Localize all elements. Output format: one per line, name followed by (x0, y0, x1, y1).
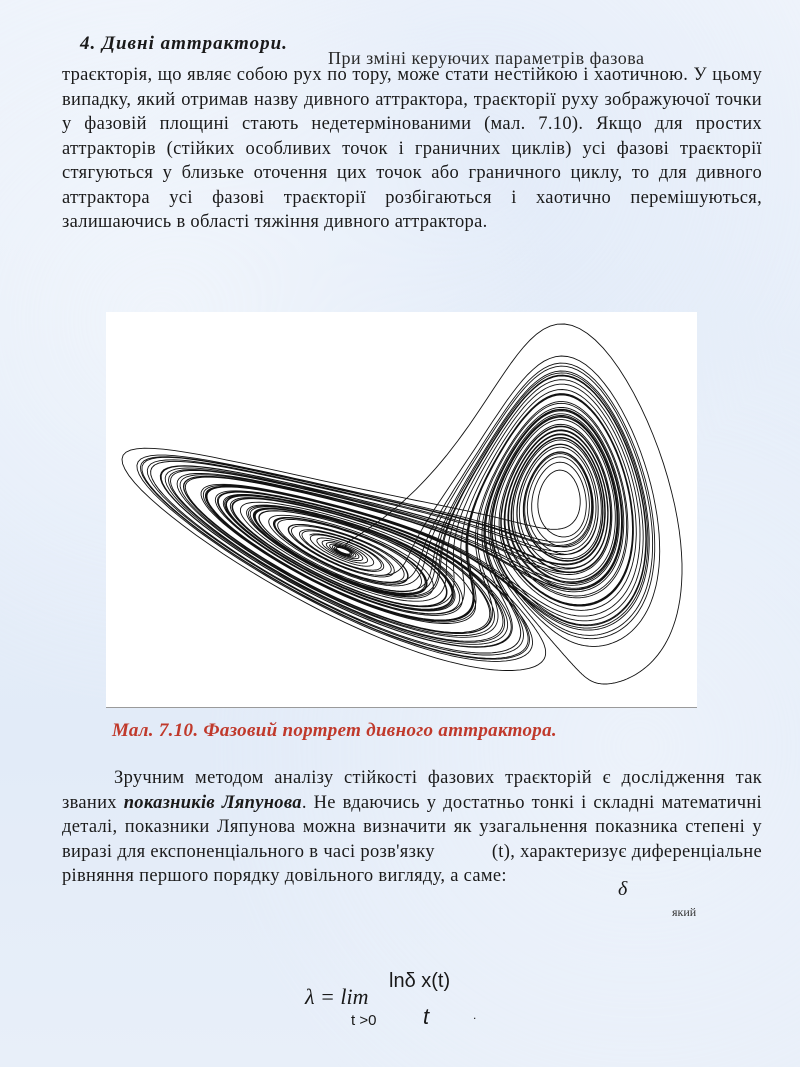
lorenz-attractor-plot (106, 312, 697, 707)
delta-symbol: δ (618, 878, 628, 900)
attractor-trajectory (122, 324, 682, 684)
lyapunov-formula (305, 970, 505, 1050)
stray-text-fragment: який (672, 905, 697, 919)
paragraph-lyapunov-start: Зручним методом аналізу стійкості фазових траєкторій є дослідження так званих (62, 768, 762, 813)
formula-limit-subscript: t >0 (351, 1012, 377, 1029)
section-heading: 4. Дивні аттрактори. (80, 33, 288, 54)
formula-numerator: lnδ x(t) (389, 970, 451, 992)
figure-caption: Мал. 7.10. Фазовий портрет дивного аттрактора. (112, 720, 557, 741)
overlapping-text-fragment: При зміні керуючих параметрів фазова (328, 48, 645, 68)
paragraph-lyapunov (62, 766, 762, 889)
formula-denominator: t (423, 1004, 430, 1029)
lyapunov-term: показників Ляпунова (123, 792, 302, 813)
formula-trailing-dot: . (473, 1008, 477, 1022)
paragraph-lyapunov-end: (t), характеризує диференціальне рівняння першого порядку довільного вигляду, а саме: (62, 841, 762, 886)
paragraph-lyapunov-middle: . Не вдаючись у достатньо тонкі і складні математичні деталі, показники Ляпунова можна визначити як узагальнення показника степені у виразі для експоненціального в часі розв'язку (62, 792, 762, 862)
paragraph-attractor-intro: траєкторія, що являє собою рух по тору, може стати нестійкою і хаотичною. У цьому випадку, який отримав назву дивного аттрактора, траєкторії руху зображуючої точки у фазовій площині стають недетермінованими (мал. 7.10). Якщо для простих аттракторів (стійких особливих точок і граничних циклів) усі фазові траєкторії стягуються у близьке оточення цих точок або граничного циклу, то для дивного аттрактора усі фазові траєкторії розбігаються і хаотично перемішуються, залишаючись в області тяжіння дивного аттрактора. (62, 65, 762, 232)
strange-attractor-figure (106, 312, 697, 708)
formula-lhs: λ = lim (305, 984, 369, 1009)
